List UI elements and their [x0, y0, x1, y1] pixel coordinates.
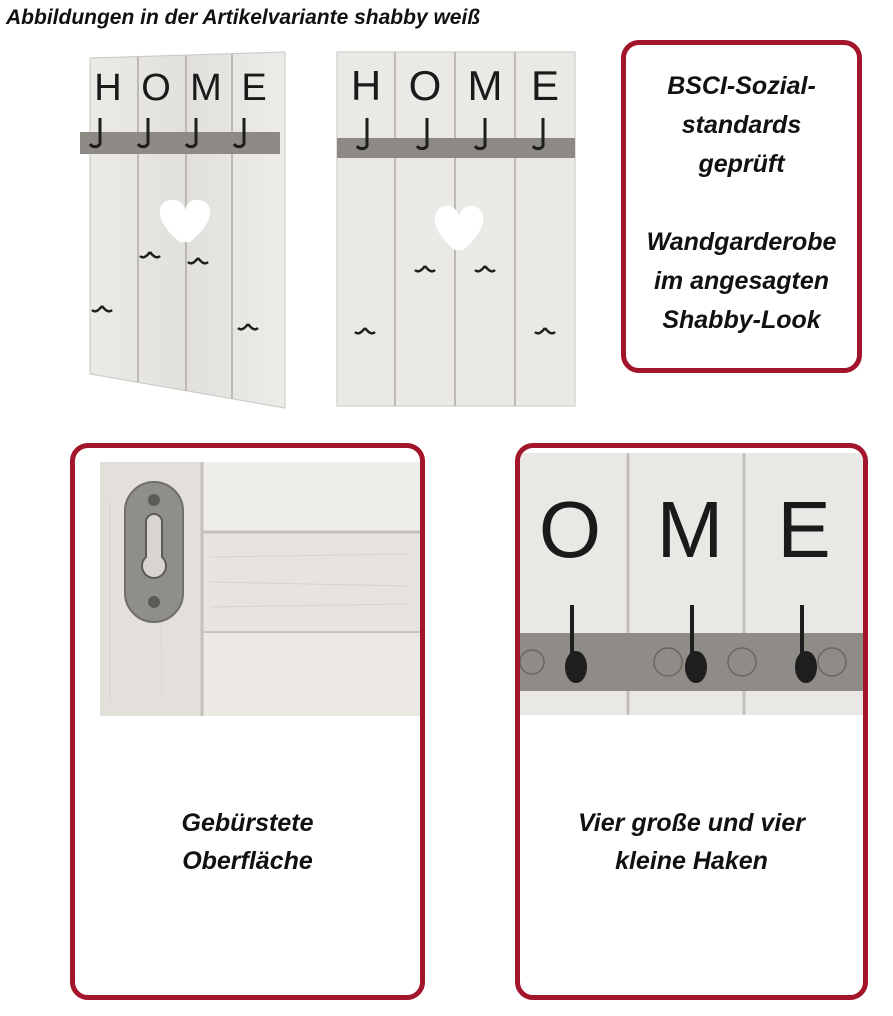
hooks-caption-line: Vier große und vier [578, 809, 805, 837]
surface-caption-line: Gebürstete [181, 809, 314, 837]
sign-letter-m: M [467, 62, 503, 109]
info-line: BSCI-Sozial- [667, 72, 816, 100]
sign-letter-h: H [350, 62, 382, 109]
info-line: Shabby-Look [662, 306, 821, 334]
sign-letter-m: M [656, 485, 724, 574]
sign-letter-m: M [190, 67, 222, 109]
sign-letter-o: O [408, 62, 442, 109]
sign-letter-o: O [538, 485, 602, 574]
hooks-detail-photo [520, 453, 863, 715]
sign-letter-e: E [530, 62, 560, 109]
info-line: geprüft [698, 150, 785, 178]
sign-letter-e: E [241, 67, 267, 109]
page-caption: Abbildungen in der Artikelvariante shabby weiß [6, 6, 481, 29]
info-line: standards [681, 111, 802, 139]
info-box [621, 40, 862, 373]
sign-letter-e: E [777, 485, 831, 574]
detail-card-hooks [515, 443, 868, 1000]
sign-letter-o: O [141, 67, 171, 109]
detail-card-surface [70, 443, 425, 1000]
info-line: Wandgarderobe [646, 228, 837, 256]
surface-detail-photo [100, 462, 420, 716]
surface-caption-line: Oberfläche [182, 847, 313, 875]
hook-rail [80, 132, 280, 154]
product-image-tilted [80, 48, 290, 413]
hooks-caption-line: kleine Haken [615, 847, 768, 875]
product-image-front [335, 50, 577, 408]
info-line: im angesagten [653, 267, 830, 295]
info-line [626, 184, 857, 223]
sign-letter-h: H [94, 67, 122, 109]
